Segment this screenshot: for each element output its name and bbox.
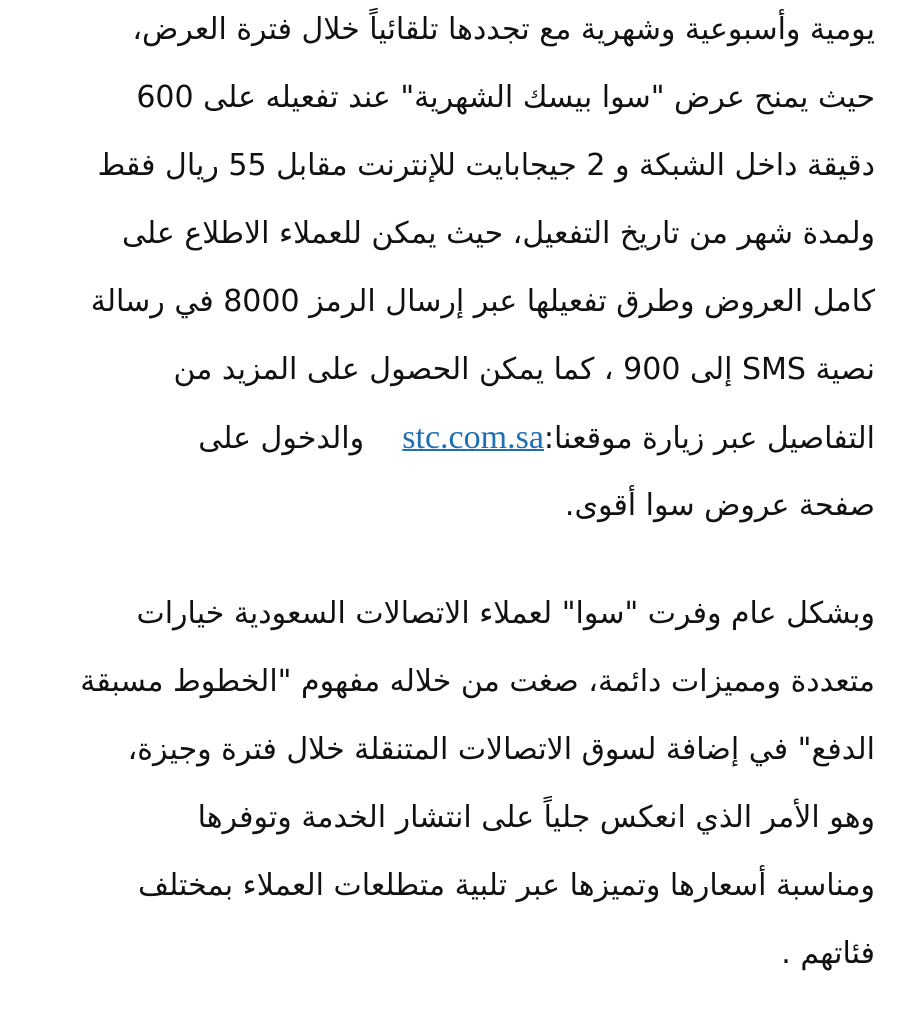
text-line: فئاتهم . <box>781 936 875 971</box>
text-before-link: التفاصيل عبر زيارة موقعنا: <box>543 421 875 456</box>
text-line: حيث يمنح عرض "سوا بيسك الشهرية" عند تفعيله على 600 <box>136 80 875 115</box>
text-line: كامل العروض وطرق تفعيلها عبر إرسال الرمز 8000 في رسالة <box>90 284 875 319</box>
text-line: ولمدة شهر من تاريخ التفعيل، حيث يمكن للعملاء الاطلاع على <box>121 216 875 251</box>
text-line: وبشكل عام وفرت "سوا" لعملاء الاتصالات السعودية خيارات <box>136 596 875 631</box>
text-line: وهو الأمر الذي انعكس جلياً على انتشار الخدمة وتوفرها <box>197 800 875 835</box>
text-line: نصية SMS إلى 900 ، كما يمكن الحصول على المزيد من <box>173 352 875 387</box>
text-line: يومية وأسبوعية وشهرية مع تجددها تلقائياً خلال فترة العرض، <box>132 12 875 47</box>
text-line-with-link <box>198 416 875 461</box>
stc-website-link[interactable]: stc.com.sa <box>402 419 544 456</box>
text-line: صفحة عروض سوا أقوى. <box>564 488 875 523</box>
text-after-link: والدخول على <box>198 421 365 456</box>
text-line: دقيقة داخل الشبكة و 2 جيجابايت للإنترنت مقابل 55 ريال فقط <box>97 148 875 183</box>
text-line: متعددة ومميزات دائمة، صغت من خلاله مفهوم "الخطوط مسبقة <box>80 664 875 699</box>
text-line: الدفع" في إضافة لسوق الاتصالات المتنقلة خلال فترة وجيزة، <box>127 732 875 767</box>
text-line: ومناسبة أسعارها وتميزها عبر تلبية متطلعات العملاء بمختلف <box>138 868 875 903</box>
